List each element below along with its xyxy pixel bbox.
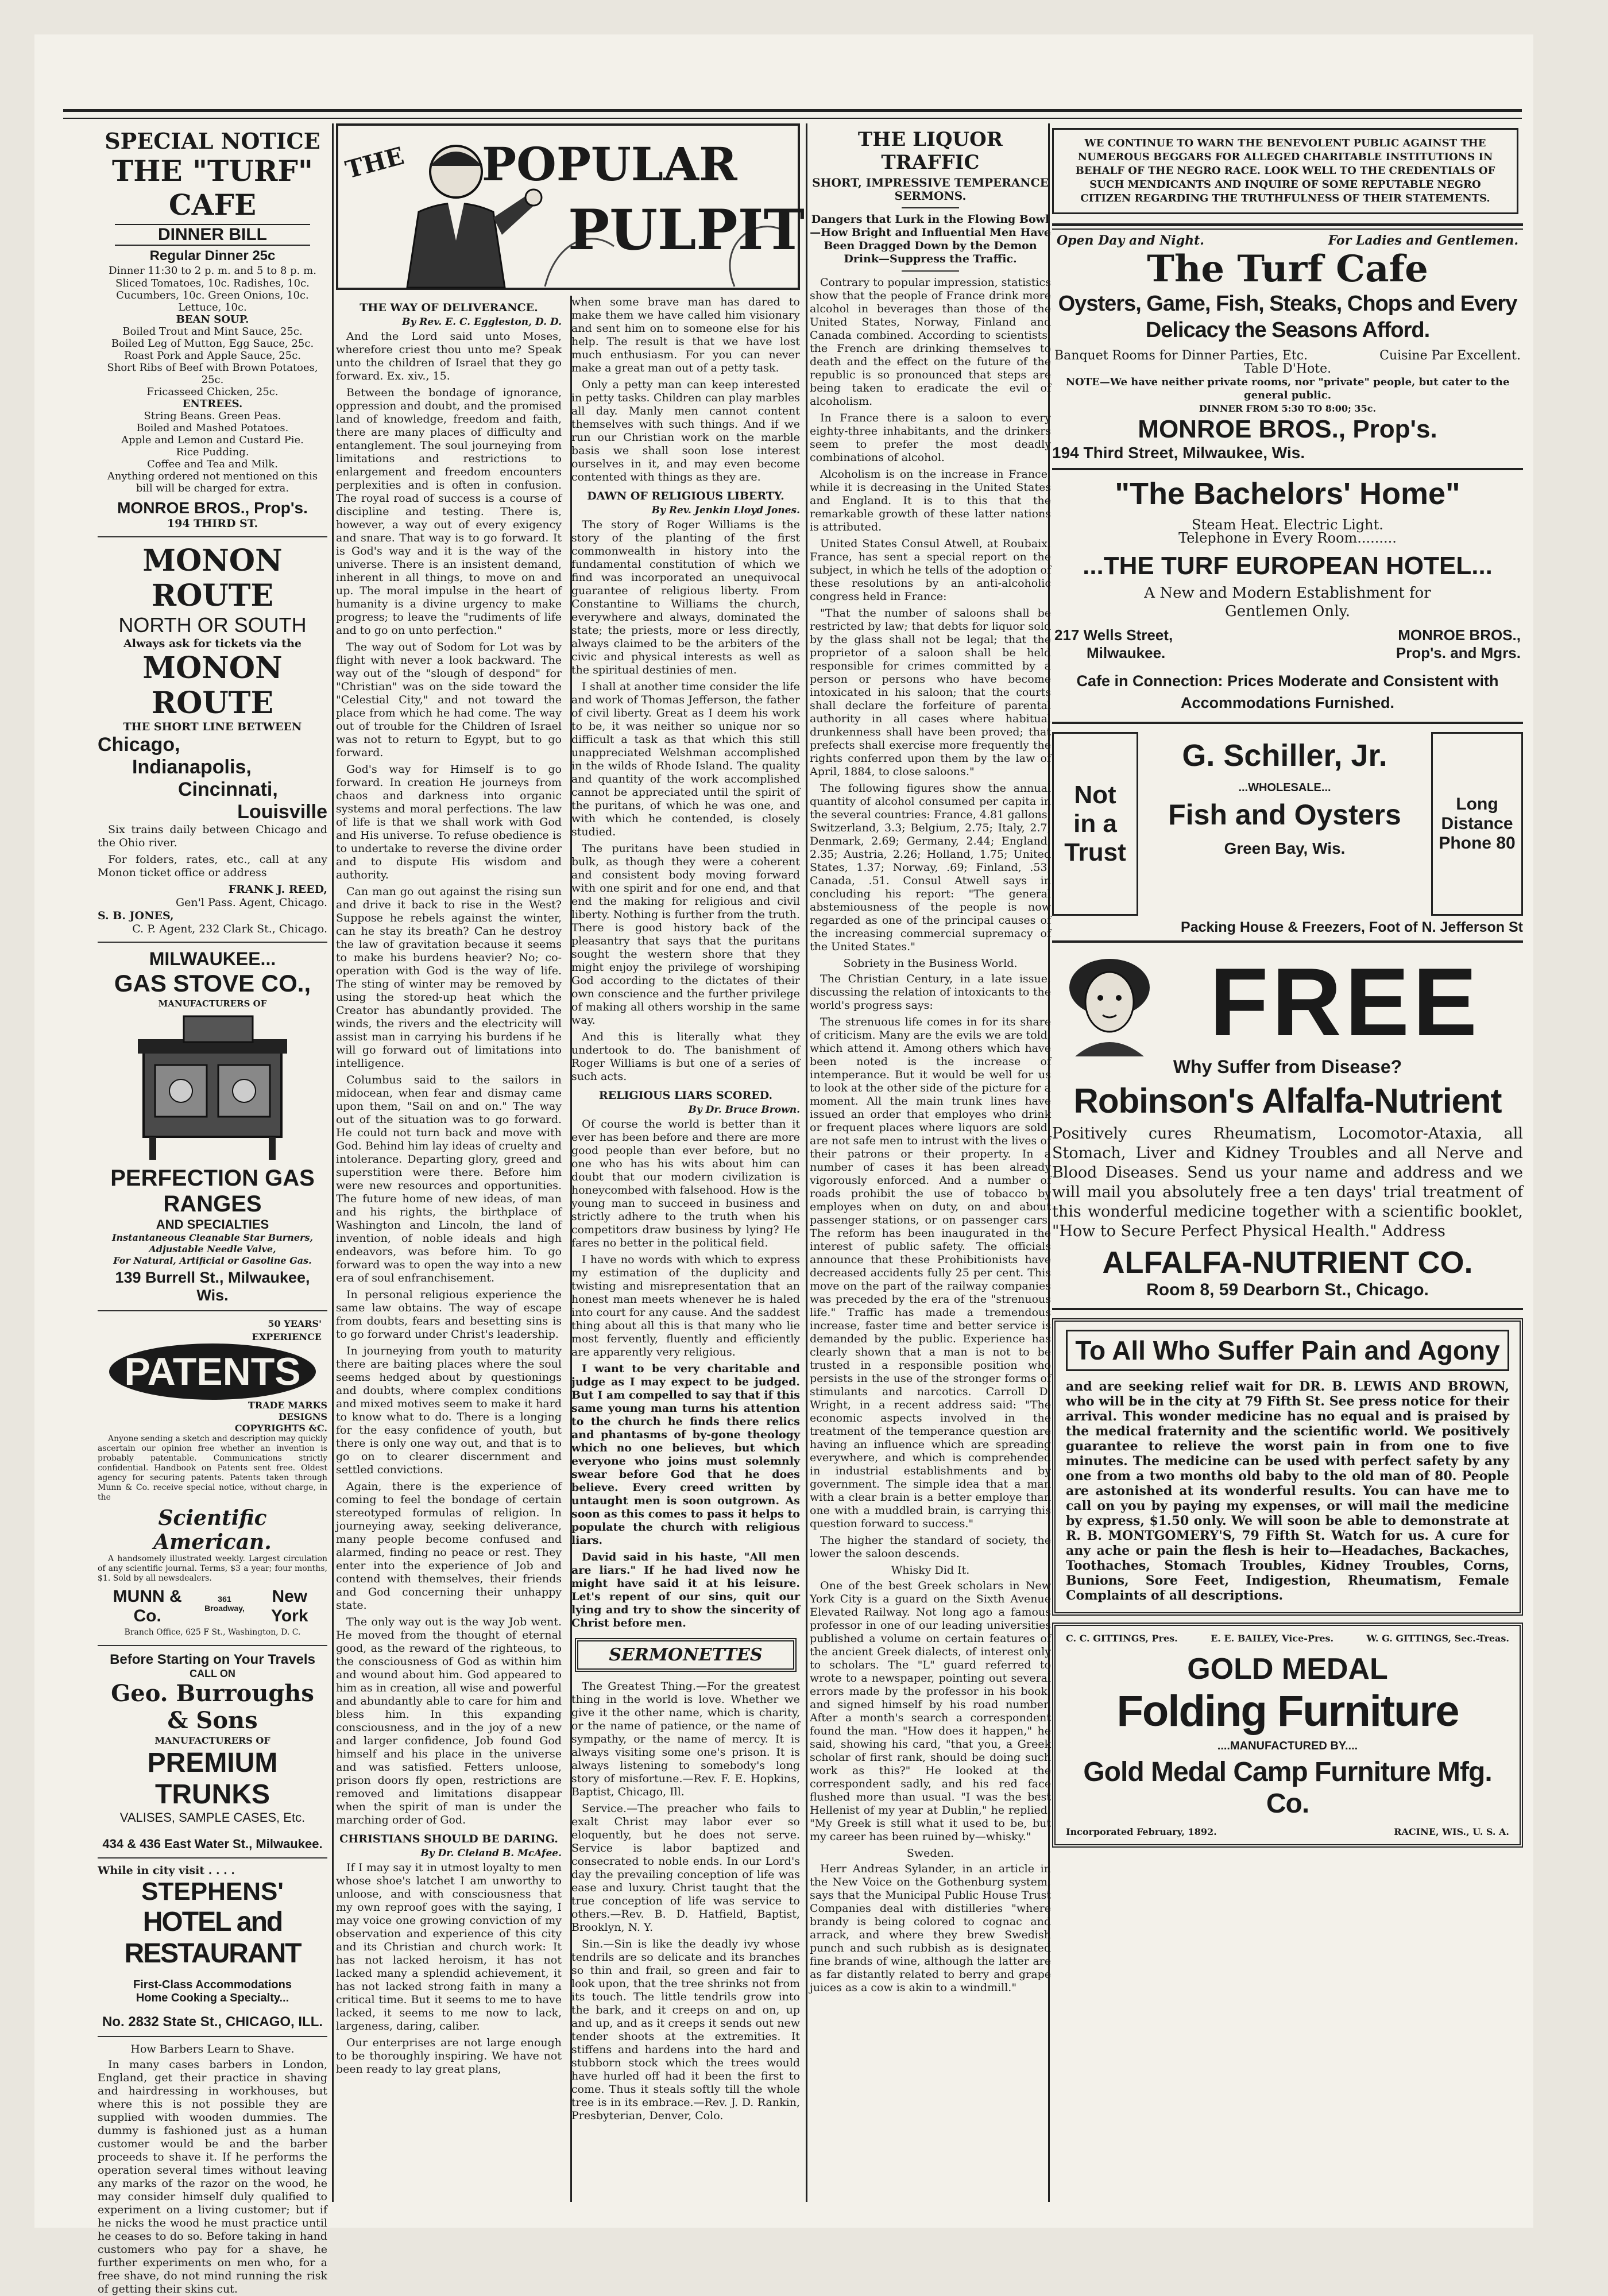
menu-line: Coffee and Tea and Milk. (147, 458, 278, 470)
manufacturers-of-2: MANUFACTURERS OF (154, 1735, 270, 1746)
frank-reed: FRANK J. REED, (228, 883, 327, 896)
open-day-night: Open Day and Night. (1057, 233, 1204, 248)
and-specialties: AND SPECIALTIES (156, 1217, 269, 1232)
city-cincinnati: Cincinnati, (178, 779, 278, 800)
monroe-bros-3: MONROE BROS., (1398, 626, 1521, 644)
burrell-street: 139 Burrell St., Milwaukee, Wis. (115, 1269, 310, 1304)
liquor-p3: Alcoholism is on the increase in France, while it is decreasing in the United States and England. It is to this that the remarkable growth of these latter nations is attributed. (810, 468, 1051, 533)
way-p8: In journeying from youth to maturity there are baiting places where the soul seems hedged about by questionings and doubts, where complex conditions and mixed motives seem to make it hard to know what to do. There is a longing for the easy confidence of youth, but there is only one way out, and that is to go on to clearer discernment and settled convictions. (336, 1345, 562, 1476)
telephone: Telephone in Every Room......... (1178, 530, 1397, 546)
wg-gittings: W. G. GITTINGS, Sec.-Treas. (1366, 1633, 1509, 1644)
long-distance-3: Phone 80 (1439, 834, 1516, 853)
dare-p2: Our enterprises are not large enough to be thoroughly inspiring. We have not been ready to lay great plans, (336, 2036, 562, 2076)
steam-heat: Steam Heat. Electric Light. (1192, 517, 1383, 533)
milwaukee-city: Milwaukee. (1087, 644, 1166, 661)
sobriety-title: Sobriety in the Business World. (843, 957, 1018, 970)
sci-am-text: A handsomely illustrated weekly. Largest circulation of any scientific journal. Terms, $3 a year; four months, $1. Sold by all newsdealers. (98, 1554, 327, 1583)
dawn-p3: The puritans have been studied in bulk, as though they were a coherent and consistent body moving forward with one spirit and for one end, and that end the making for religious and civil liberty. Nothing is further from the truth. There is good history back of the pleasantry that says that the puritans sought the western shore that they might enjoy the privilege of worshiping God according to the dictates of their own conscience and the further privilege of making all others worship in the same way. (571, 842, 800, 1027)
fish-oysters: Fish and Oysters (1168, 799, 1401, 831)
wholesale: ...WHOLESALE... (1238, 781, 1331, 794)
banner-the: THE (342, 141, 407, 184)
column-rule-2 (806, 123, 807, 2202)
gold-medal-ad (1052, 1623, 1523, 1848)
suffer-pain: To All Who Suffer Pain and Agony (1066, 1330, 1509, 1371)
menu-line: Boiled Trout and Mint Sauce, 25c. (122, 326, 303, 338)
why-suffer: Why Suffer from Disease? (1173, 1056, 1402, 1077)
not-in-trust-box (1052, 732, 1138, 916)
munn-co: MUNN & Co. (113, 1587, 182, 1625)
dawn-p1: The story of Roger Williams is the story of the planting of the first commonwealth in history into the fundamental constitution of which we find was incorporated an unequivocal guarantee of religious liberty. From Constantine to Williams the church, everywhere and always, dominated the state; the priests, more or less directly, always claimed to be the arbiters of the civic and physical interests as well as the spiritual destinies of men. (571, 518, 800, 676)
menu-line: Sliced Tomatoes, 10c. Radishes, 10c. (115, 277, 310, 289)
jones-title: C. P. Agent, 232 Clark St., Chicago. (132, 923, 327, 935)
column-2b (571, 296, 800, 2202)
warning-notice (1052, 128, 1518, 214)
sweden-p1: Herr Andreas Sylander, in an article in the New Voice on the Gothenburg system, says that the Municipal Public House Trust Companies deal with distilleries "where brandy is being colored to cognac and arrack, and where they brew Swedish punch and such rubbish as is designated fine brands of wine, although the latter are as far distantly related to berry and grape juices as a cow is akin to a windmill." (810, 1863, 1051, 1994)
liquor-title: THE LIQUOR TRAFFIC (857, 128, 1003, 174)
liquor-subtitle: SHORT, IMPRESSIVE TEMPERANCE SERMONS. (812, 176, 1049, 203)
way-p6: Columbus said to the sailors in midocean, when fear and dismay came upon them, "Sail on and on." The way out of the situation was to go forward. He could not turn back and move with God. Behind him lay ideas of cruelty and intolerance. Departing glory, greed and superstition were there. Before him were new resources and opportunities. The future home of new ideas, of man and his rights, the birthplace of Washington and Lincoln, the land of invention, of noble ideals and high endeavors, was before him. To go forward was to open the way into a new era of soul enfranchisement. (336, 1074, 562, 1284)
dinner-bill: DINNER BILL (115, 224, 310, 246)
props-mgrs: Prop's. and Mgrs. (1396, 644, 1521, 661)
menu-line: Apple and Lemon and Custard Pie. (121, 434, 304, 446)
sermonettes-title: SERMONETTES (609, 1645, 763, 1665)
menu-line: ENTREES. (182, 398, 243, 410)
six-trains: Six trains daily between Chicago and the Ohio river. (98, 823, 327, 849)
turf-cafe-heading: THE "TURF" CAFE (112, 154, 313, 222)
milwaukee-label: MILWAUKEE... (149, 948, 276, 969)
dawn-p4: And this is literally what they undertook to do. The banishment of Roger Williams is but one of a series of such acts. (571, 1031, 800, 1083)
trunks-ad (98, 1652, 327, 1852)
long-distance-1: Long (1456, 795, 1498, 814)
way-p7: In personal religious experience the same law obtains. The way of escape from doubts, fears and besetting sins is to go forward under Christ's leadership. (336, 1288, 562, 1341)
column-2 (336, 123, 805, 2202)
special-notice: SPECIAL NOTICE (105, 128, 320, 154)
while-in-city: While in city visit . . . . (98, 1864, 235, 1877)
barbers-title: How Barbers Learn to Shave. (130, 2043, 295, 2055)
monon-route-heading: MONON ROUTE (142, 543, 283, 613)
column-1 (98, 123, 327, 2295)
gold-medal-camp: Gold Medal Camp Furniture Mfg. Co. (1083, 1757, 1492, 1819)
room-8: Room 8, 59 Dearborn St., Chicago. (1146, 1280, 1429, 1299)
top-rule (63, 109, 1522, 119)
way-byline: By Rev. E. C. Eggleston, D. D. (402, 316, 562, 328)
monon-route-ad (98, 543, 327, 936)
alfalfa-co: ALFALFA-NUTRIENT CO. (1102, 1245, 1473, 1280)
way-p4: God's way for Himself is to go forward. In creation He journeys from chaos and darkness into organic systems and moral perfections. The law of life is that we shall work with God and His universe. To refuse obedience is to undertake to reverse the divine order and to dispute His wisdom and authority. (336, 763, 562, 881)
regular-dinner: Regular Dinner 25c (149, 248, 276, 264)
dare-title: CHRISTIANS SHOULD BE DARING. (339, 1833, 558, 1845)
city-louisville: Louisville (237, 801, 327, 823)
munn-address: 361 Broadway, (204, 1594, 245, 1613)
city-indianapolis: Indianapolis, (132, 756, 252, 778)
alfalfa-ad (1052, 947, 1523, 1300)
schiller-ad (1052, 732, 1523, 916)
way-title: THE WAY OF DELIVERANCE. (360, 301, 538, 314)
stephens-ad (98, 1864, 327, 2030)
incorporated: Incorporated February, 1892. (1066, 1826, 1217, 1837)
banner-pulpit: PULPIT (568, 198, 805, 262)
liquor-p5: "That the number of saloons shall be restricted by law; that debts for liquor sold by the glass shall not be legal; that the proprietor of a saloon shall be held responsible for crimes committed by a person or persons who have become intoxicated in his saloon; that the courts shall declare the forfeiture of parental authority in all cases where habitual drunkenness shall have been proved; that prefects shall exercise more frequently the rights conferred upon them by the law of April, 1884, to close saloons." (810, 607, 1051, 778)
warning-text: WE CONTINUE TO WARN THE BENEVOLENT PUBLIC AGAINST THE NUMEROUS BEGGARS FOR ALLEGED CHARITABLE INSTITUTIONS IN BEHALF OF THE NEGRO RACE. LOOK WELL TO THE CREDENTIALS OF SUCH MENDICANTS AND INQUIRE OF SOME REPUTABLE NEGRO CITIZEN REGARDING THE TRUTHFULNESS OF THEIR STATEMENTS. (1075, 137, 1495, 204)
cc-gittings: C. C. GITTINGS, Pres. (1066, 1633, 1178, 1644)
gas-stove-ad (98, 948, 327, 1304)
menu-line: Anything ordered not mentioned on this bill will be charged for extra. (107, 470, 318, 494)
liquor-p6: The following figures show the annual quantity of alcohol consumed per capita in the several countries: France, 4.81 gallons; Switzerland, 3.3; Belgium, 2.75; Italy, 2.7; Denmark, 2.69; Germany, 2.44; England, 2.35; Austria, 2.26; Holland, 1.75; United States, 1.37; Norway, .69; Finland, .53; Canada, .51. Consul Atwell says in concluding his report: "The general abstemiousness of the people is now regarded as one of the principal causes of the increasing commercial supremacy of the United States." (810, 782, 1051, 953)
menu-line: BEAN SOUP. (176, 313, 249, 326)
new-modern: A New and Modern Establishment for Gentlemen Only. (1144, 584, 1431, 620)
gold-medal: GOLD MEDAL (1187, 1652, 1388, 1686)
monroe-address: 194 THIRD ST. (167, 517, 258, 530)
perfection-gas-ranges: PERFECTION GAS RANGES (110, 1166, 315, 1217)
dawn-title: DAWN OF RELIGIOUS LIBERTY. (587, 490, 784, 502)
sermonettes-box (575, 1638, 797, 1672)
folders: For folders, rates, etc., call at any Monon ticket office or address (98, 853, 327, 879)
note: NOTE—We have neither private rooms, nor "private" people, but cater to the general public. (1065, 376, 1510, 401)
turf-cafe-ad (98, 128, 327, 531)
bachelors-home-ad (1052, 476, 1523, 714)
burroughs-sons: Geo. Burroughs & Sons (111, 1680, 314, 1734)
barbers-text: In many cases barbers in London, England, get their practice in shaving and hairdressing in workhouses, but where this is not possible they are supplied with wooden dummies. The dummy is fashioned just as a human customer would be and the barber proceeds to shave it. If he performs the operation several times without leaving any marks of the razor on the wood, he may consider himself duly qualified to experiment on a living customer; but if he nicks the wood he must practice until he ceases to do so. Before taking in hand customers who pay for a shave, he further experiments on men who, for a free shave, do not mind running the risk of getting their skins cut. (98, 2058, 327, 2295)
whisky-p1: One of the best Greek scholars in New York City is a guard on the Sixth Avenue Elevated Railway. Not long ago a famous professor in one of our leading universities published a volume on certain features of the ancient Greek dialects, of interest only to scholars. The "L" guard referred to wrote to a newspaper, pointing out several errors made by the professor in his book, and signed himself by his road number. After a month's search a correspondent found the man. "How does it happen," he said, showing his card, "that you, a Greek scholar of first rank, should be doing such work as this?" He looked at the correspondent sadly, and his red face flushed more than usual. "I was the best Hellenist of my year at Dublin," he replied. "My Greek is still what it used to be, but my career has been ruined by—whisky." (810, 1579, 1051, 1843)
spec-line-2: Adjustable Needle Valve, (149, 1244, 276, 1255)
way-p10: The only way out is the way Job went. He moved from the thought of eternal good, as the reward of the righteous, to the consciousness of God as within him and wound about him. God appeared to him as in creation, all wise and powerful and abundantly able to care for him and bless him. In this expanding consciousness, and in the joy of a new and larger confidence, Job found God himself and his place in the universe and was satisfied. Fetters unloose, prison doors fly open, restrictions are removed and limitations disappear when the spirit of man is under the marching order of God. (336, 1616, 562, 1826)
sermonette-1: The Greatest Thing.—For the greatest thing in the world is love. Whether we give it the other name, which is charity, or the name of patience, or the name of sympathy, or the name of mercy. It is always visiting some one's prison. It is always listening to somebody's long story of misfortune.—Rev. F. E. Hopkins, Baptist, Chicago, Ill. (571, 1680, 800, 1798)
cafe-connection: Cafe in Connection: Prices Moderate and Consistent with Accommodations Furnished. (1076, 672, 1499, 711)
always-ask: Always ask for tickets via the (123, 637, 302, 650)
way-p3: The way out of Sodom for Lot was by flight with never a look backward. The way out of the "slough of despond" for "Christian" was on the side toward the "Celestial City," and not toward the place from which he had come. The way out of trouble for the Children of Israel was not to return to Egypt, but to go forward. (336, 641, 562, 759)
monroe-bros-2: MONROE BROS., Prop's. (1138, 415, 1437, 443)
table-dhote: Table D'Hote. (1243, 362, 1332, 376)
patents-ad (98, 1317, 327, 1639)
hotel-restaurant: HOTEL and RESTAURANT (124, 1907, 301, 1969)
liquor-p4: United States Consul Atwell, at Roubaix, France, has sent a special report on the subject, in which he tells of the adoption of these resolutions by an anti-alcoholic congress held in France: (810, 537, 1051, 603)
new-york: New York (271, 1587, 308, 1625)
city-chicago: Chicago, (98, 734, 180, 756)
dare-byline: By Dr. Cleland B. McAfee. (420, 1848, 562, 1859)
liars-title: RELIGIOUS LIARS SCORED. (598, 1089, 773, 1102)
long-distance-2: Distance (1441, 814, 1513, 833)
turf-european-hotel: ...THE TURF EUROPEAN HOTEL... (1083, 552, 1493, 580)
column-3 (810, 123, 1051, 2202)
first-class: First-Class Accommodations (133, 1978, 292, 1991)
way-p1: And the Lord said unto Moses, wherefore criest thou unto me? Speak unto the children of Israel that they go forward. Ex. xiv., 15. (336, 330, 562, 382)
reed-title: Gen'l Pass. Agent, Chicago. (175, 896, 327, 909)
sb-jones: S. B. JONES, (98, 909, 174, 922)
copyrights: COPYRIGHTS &C. (234, 1423, 327, 1434)
liquor-p1: Contrary to popular impression, statistics show that the people of France drink more alcohol in beverages than those of the United States, Norway, Finland and Canada combined. According to scientists, the French are drinking themselves to death and the effect on the future of the republic is so pronounced that steps are being taken to eradicate the evil of alcoholism. (810, 276, 1051, 408)
valises: VALISES, SAMPLE CASES, Etc. (119, 1810, 306, 1825)
whisky-title: Whisky Did It. (891, 1564, 970, 1577)
monon-route-heading-2: MONON ROUTE (142, 651, 283, 721)
menu-lines (98, 277, 327, 494)
scientific-american: Scientific American. (153, 1506, 272, 1554)
woman-portrait-illustration-icon (1052, 947, 1167, 1056)
before-starting: Before Starting on Your Travels (110, 1652, 315, 1667)
menu-line: Boiled and Mashed Potatoes. (136, 422, 289, 434)
patent-text: Anyone sending a sketch and description may quickly ascertain our opinion free whether an invention is probably patentable. Communications strictly confidential. Handbook on Patents sent free. Oldest agency for securing patents. Patents taken through Munn & Co. receive special notice, without charge, in the (98, 1434, 327, 1502)
spec-line-3: For Natural, Artificial or Gasoline Gas. (113, 1255, 312, 1266)
liars-p4: David said in his haste, "All men are liars." If he had lived now he might have said it at his leisure. Let's repent of our sins, quit our lying and try to show the sincerity of Christ before men. (571, 1551, 800, 1629)
menu-line: String Beans. Green Peas. (144, 410, 281, 422)
barbers-article (98, 2043, 327, 2296)
long-distance-box (1431, 732, 1523, 916)
oysters-line: Oysters, Game, Fish, Steaks, Chops and Every Delicacy the Seasons Afford. (1058, 292, 1517, 342)
patents-heading: PATENTS (109, 1343, 316, 1400)
ee-bailey: E. E. BAILEY, Vice-Pres. (1211, 1633, 1334, 1644)
dare-continued: when some brave man has dared to make them we have called him visionary and sent him on to someone else for his help. The result is that we have lost much enthusiasm. For you can never make a great man out of a petty task. (571, 296, 800, 374)
sobriety-p1: The Christian Century, in a late issue, discussing the relation of intoxicants to the world's progress says: (810, 973, 1051, 1012)
wells-street: 217 Wells Street, (1054, 626, 1173, 644)
alfalfa-nutrient: Robinson's Alfalfa-Nutrient (1073, 1082, 1502, 1120)
bachelors-home: "The Bachelors' Home" (1115, 477, 1460, 511)
state-street: No. 2832 State St., CHICAGO, ILL. (102, 2014, 323, 2030)
column-2a (336, 296, 562, 2202)
dinner-from: DINNER FROM 5:30 TO 8:00; 35c. (1199, 403, 1377, 414)
fifty-years: 50 YEARS' EXPERIENCE (252, 1318, 322, 1342)
liars-p1: Of course the world is better than it ever has been before and there are more good people than ever before, but no one who has his wits about him can doubt that our modern civilization is honeycombed with falsehood. How is the young man to succeed in business and strictly adhere to the truth when his competitors draw business by lying? He fares no better in the political field. (571, 1118, 800, 1249)
sermonette-3: Sin.—Sin is like the deadly ivy whose tendrils are so delicate and its branches so thin and frail, so green and fair to look upon, that the tree shrinks not from its touch. The little tendrils grow into the bark, and it creeps on and on, up and up, and as it creeps it sends out new tender shoots at the extremities. It stiffens and hardens into the hard and stubborn stock which the trees would have hurled off had it been the first to come. Thus it steals softly till the whole tree is in its embrace.—Rev. J. D. Rankin, Presbyterian, Denver, Colo. (571, 1938, 800, 2122)
way-p2: Between the bondage of ignorance, oppression and doubt, and the promised land of knowledge, freedom and faith, there are many places of difficulty and entanglement. The soul journeying from limitations and restrictions to enlargement and freedom encounters perplexities and is often in confusion. The royal road of success is a course of discipline and testing. There is, however, a way out of every exigency and snare. That way is to go forward. It is God's way and it is the way of the universe. There is an insistent demand, inherent in all things, to move on and up. The moral impulse in the heart of humanity is a divine urgency to make progress; to leave the "rudiments of life and to go on unto perfection." (336, 386, 562, 637)
menu-line: Roast Pork and Apple Sauce, 25c. (123, 350, 302, 362)
monroe-bros: MONROE BROS., Prop's. (117, 499, 308, 517)
banner-popular: POPULAR (482, 137, 737, 191)
dawn-p2: I shall at another time consider the life and work of Thomas Jefferson, the father of civil liberty. Great as I deem his work to be, it was neither so unique nor so difficult a task as that which this still unappreciated Welshman accomplished in the wilds of Rhode Island. The quality and quantity of the work accomplished cannot be appreciated until the spirit of the puritans, of which he was one, and with which he contended, is closely studied. (571, 680, 800, 838)
way-p5: Can man go out against the rising sun and drive it back to rise in the West? Suppose he rebels against the winter, can he stay its breath? Can he destroy the law of gravitation because it seems to make his burdens heavier? No; co-operation with God is the way of life. The sting of winter may be removed by using the stored-up heat which the Creator has abundantly provided. The winds, the rivers and the electricity will assist man in carrying his burdens if he will go forward out of limitations into intelligence. (336, 885, 562, 1070)
home-cooking: Home Cooking a Specialty... (136, 1992, 289, 2004)
racine: RACINE, WIS., U. S. A. (1394, 1826, 1509, 1837)
banquet-rooms: Banquet Rooms for Dinner Parties, Etc. (1054, 349, 1308, 363)
sermonette-2: Service.—The preacher who fails to exalt Christ may labor ever so eloquently, but he does not serve. Service is labor baptized and consecrated to noble ends. In our Lord's day the prevailing conception of life was ease and luxury. Christ taught that the true conception of life was service to others.—Rev. B. D. Hatfield, Baptist, Brooklyn, N. Y. (571, 1802, 800, 1934)
gas-stove-co: GAS STOVE CO., (114, 970, 311, 997)
spec-line-1: Instantaneous Cleanable Star Burners, (111, 1232, 314, 1243)
liquor-p2: In France there is a saloon to every eighty-three inhabitants, and the drinkers seem to prefer the most deadly combinations of alcohol. (810, 412, 1051, 464)
sobriety-p2: The strenuous life comes in for its share of criticism. Many are the evils we are told, which attend it. Among others which have been noted is the increase of intemperance. But it would be well for us to look at the other side of the picture for a moment. All the main trunk lines have issued an order that employes who drink or frequent places where liquors are sold, are not safe men to intrust with the lives of their patrons or their property. In a number of cases it has been already vigorously enforced. And a number of roads prohibit the use of tobacco by employes when on duty, on and about passenger stations, or on passenger cars. The reform has been inaugurated in the interest of public safety. The officials announce that these Prohibitionists have decreased accidents fully 25 per cent. This move on the part of the railway companies was preceded by the era of the "strenuous life." Traffic has made a tremendous increase, faster time and better service is demanded by the public. Experience has clearly shown that a man is not to be trusted in a responsible position who persists in the use of the stronger forms of stimulants and narcotics. Carroll D. Wright, in a recent address said: "The economic aspects involved in the treatment of the temperance question are having an influence which are spreading everywhere, and which is comprehended in industrial establishments and by government. The simple idea that a man with a clear brain is a better employe than one with a muddled brain, is carrying this question forward to success." (810, 1016, 1051, 1530)
pain-text: and are seeking relief wait for DR. B. LEWIS AND BROWN, who will be in the city at 79 Fifth St. See press notice for their arrival. This wonder medicine has no equal and is praised by the medical fraternity and the scientific world. We positively guarantee to relieve the worst pain in from one to five minutes. The medicine can be used with perfect safety by any one from a two months old baby to the old man of 80. People are astonished at its wonderful results. You can have me to call on you by paying my expenses, or will mail the medicine by express, $1.50 only. We will soon be able to demonstrate at R. B. MONTGOMERY'S, 79 Fifth St. Watch for us. A cure for any ache or pain the flesh is heir to—Headaches, Backaches, Toothaches, Stomach Troubles, Kidney Troubles, Corns, Bunions, Sore Feet, Indigestion, Rheumatism, Female Complaints of all descriptions. (1066, 1379, 1509, 1603)
liars-byline: By Dr. Bruce Brown. (688, 1104, 800, 1116)
gas-range-illustration-icon (98, 1010, 327, 1166)
menu-line: Rice Pudding. (176, 446, 249, 458)
ladies-gentlemen: For Ladies and Gentlemen. (1328, 233, 1518, 248)
green-bay: Green Bay, Wis. (1224, 839, 1346, 857)
call-on: CALL ON (190, 1668, 235, 1679)
alfalfa-text: Positively cures Rheumatism, Locomotor-Ataxia, all Stomach, Liver and Kidney Troubles and all Nerve and Blood Diseases. Send us your name and address and we will mail you absolutely free a ten days' trial treatment of this wonderful medicine together with a scientific booklet, "How to Secure Perfect Physical Health." Address (1052, 1125, 1523, 1240)
menu-line: Boiled Leg of Mutton, Egg Sauce, 25c. (111, 338, 314, 350)
trade-marks: TRADE MARKS (248, 1400, 327, 1411)
premium-trunks: PREMIUM TRUNKS (147, 1748, 278, 1810)
liquor-deck: Dangers that Lurk in the Flowing Bowl—How Bright and Influential Men Have Been Dragged Down by the Demon Drink—Suppress the Traffic. (810, 213, 1051, 265)
liars-p2: I have no words with which to express my estimation of the duplicity and twisting and misrepresentation that an honest man meets whenever he is haled into court for any cause. And the saddest thing about all this is that many who lie most fervently, fluently and efficiently are apparently very religious. (571, 1253, 800, 1358)
packing-house: Packing House & Freezers, Foot of N. Jefferson St (1181, 919, 1523, 935)
manufacturers-of: MANUFACTURERS OF (158, 998, 267, 1009)
folding-furniture: Folding Furniture (1116, 1687, 1459, 1736)
dare-p1: If I may say it in utmost loyalty to men whose shoe's latchet I am unworthy to unloose, and with consciousness that my own reproof goes with the saying, I may voice one growing conviction of my observation and experience of this city and its Christian and church work: It has not lacked heroism, it has not lacked many a splendid achievement, it has not lacked strong faith in many a critical time. But it seems to me to have lacked, it seems to me now to lack, largeness, daring, caliber. (336, 1861, 562, 2032)
schiller: G. Schiller, Jr. (1182, 738, 1387, 773)
way-p9: Again, there is the experience of coming to feel the bondage of certain stereotyped formulas of religion. In journeying away, seeking deliverance, many people become confused and alarmed, finding no peace or rest. They enter into the experience of Job and contend with themselves, their friends and God concerning their unhappy state. (336, 1480, 562, 1612)
north-south: NORTH OR SOUTH (118, 613, 307, 637)
east-water: 434 & 436 East Water St., Milwaukee. (102, 1837, 323, 1851)
dawn-byline: By Rev. Jenkin Lloyd Jones. (651, 505, 800, 516)
pain-agony-ad (1052, 1318, 1523, 1616)
manufactured-by: ....MANUFACTURED BY.... (1217, 1740, 1358, 1752)
popular-pulpit-banner (336, 123, 805, 290)
not-in-trust-1: Not (1074, 781, 1116, 809)
column-rule-1 (332, 123, 334, 2202)
dinner-hours: Dinner 11:30 to 2 p. m. and 5 to 8 p. m. (109, 265, 316, 277)
branch-office: Branch Office, 625 F St., Washington, D. C. (124, 1628, 301, 1637)
not-in-trust-2: in a (1073, 810, 1117, 838)
menu-line: Fricasseed Chicken, 25c. (146, 386, 279, 398)
dare-p3: Only a petty man can keep interested in petty tasks. Children can play marbles all day. Manly men cannot content themselves with such things. And if we run our Christian work on the marble basis we shall soon lose interest ourselves in it, and may even become contented with things as they are. (571, 378, 800, 483)
menu-line: Cucumbers, 10c. Green Onions, 10c. (116, 289, 309, 301)
free-heading: FREE (1209, 948, 1481, 1056)
column-4 (1052, 123, 1523, 2202)
menu-line: Short Ribs of Beef with Brown Potatoes, 25c. (107, 362, 318, 386)
stephens: STEPHENS' (141, 1877, 284, 1906)
liars-p3: I want to be very charitable and judge as I may expect to be judged. But I am compelled to say that if this same young man turns his attention to the church he finds there relics and phantasms of by-gone theology which no one believes, but which everyone who joins must solemnly swear before God that he does believe. Every creed written by untaught men is soon outgrown. As soon as this comes to pass it helps to populate the church with religious liars. (571, 1362, 800, 1547)
third-street: 194 Third Street, Milwaukee, Wis. (1052, 444, 1305, 462)
menu-line: Lettuce, 10c. (178, 301, 247, 313)
not-in-trust-3: Trust (1064, 838, 1126, 866)
short-line: THE SHORT LINE BETWEEN (123, 721, 302, 733)
designs: DESIGNS (279, 1411, 327, 1422)
sweden-title: Sweden. (906, 1847, 954, 1860)
turf-cafe-title: The Turf Cafe (1147, 247, 1428, 291)
sobriety-p3: The higher the standard of society, the lower the saloon descends. (810, 1534, 1051, 1560)
turf-cafe-ad-2 (1052, 234, 1523, 462)
cuisine: Cuisine Par Excellent. (1379, 349, 1521, 363)
